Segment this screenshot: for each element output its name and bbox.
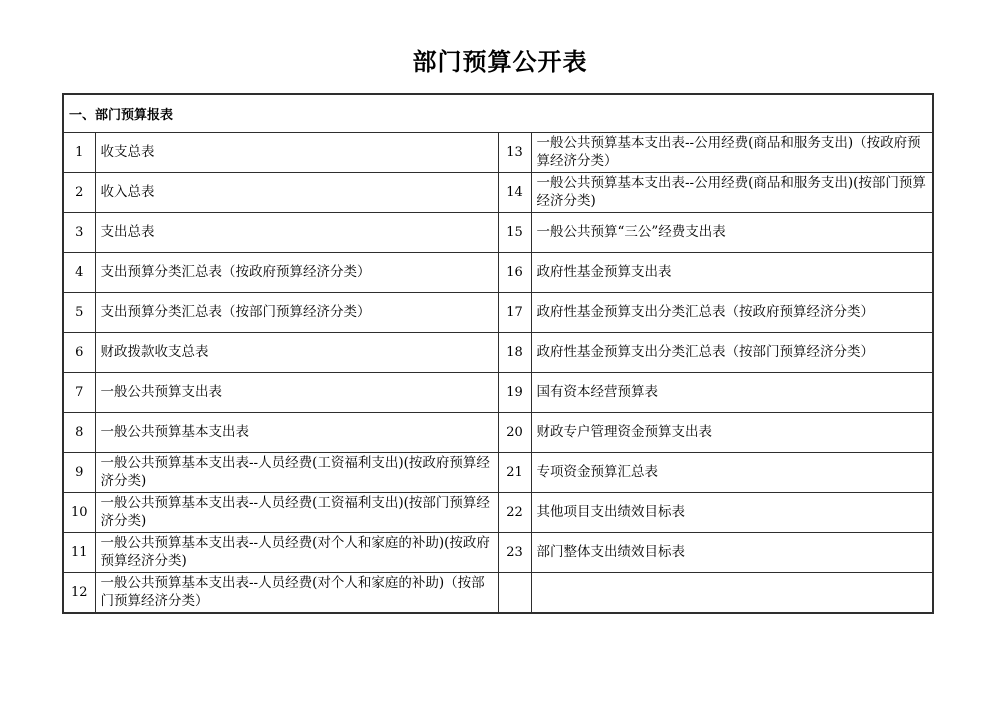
row-number-cell: 11 bbox=[63, 533, 95, 573]
report-name-cell: 支出预算分类汇总表（按政府预算经济分类） bbox=[95, 253, 498, 293]
table-row bbox=[63, 133, 933, 173]
row-number-cell: 18 bbox=[498, 333, 531, 373]
row-number-cell: 21 bbox=[498, 453, 531, 493]
report-name-cell: 一般公共预算支出表 bbox=[95, 373, 498, 413]
row-number-cell: 1 bbox=[63, 133, 95, 173]
row-number-cell bbox=[498, 573, 531, 614]
table-row bbox=[63, 453, 933, 493]
report-name-cell: 财政拨款收支总表 bbox=[95, 333, 498, 373]
report-name-cell: 专项资金预算汇总表 bbox=[531, 453, 933, 493]
row-number-cell: 7 bbox=[63, 373, 95, 413]
table-row bbox=[63, 413, 933, 453]
report-name-cell: 一般公共预算基本支出表--人员经费(对个人和家庭的补助)(按政府预算经济分类) bbox=[95, 533, 498, 573]
report-name-cell: 其他项目支出绩效目标表 bbox=[531, 493, 933, 533]
report-name-cell: 一般公共预算基本支出表--人员经费(工资福利支出)(按部门预算经济分类) bbox=[95, 493, 498, 533]
report-name-cell: 政府性基金预算支出表 bbox=[531, 253, 933, 293]
row-number-cell: 10 bbox=[63, 493, 95, 533]
report-name-cell bbox=[531, 573, 933, 614]
row-number-cell: 5 bbox=[63, 293, 95, 333]
table-row bbox=[63, 533, 933, 573]
table-row bbox=[63, 253, 933, 293]
row-number-cell: 22 bbox=[498, 493, 531, 533]
report-name-cell: 支出预算分类汇总表（按部门预算经济分类） bbox=[95, 293, 498, 333]
report-name-cell: 政府性基金预算支出分类汇总表（按政府预算经济分类） bbox=[531, 293, 933, 333]
report-name-cell: 一般公共预算基本支出表 bbox=[95, 413, 498, 453]
report-name-cell: 一般公共预算基本支出表--公用经费(商品和服务支出)(按部门预算经济分类) bbox=[531, 173, 933, 213]
row-number-cell: 19 bbox=[498, 373, 531, 413]
report-name-cell: 收入总表 bbox=[95, 173, 498, 213]
budget-report-table bbox=[62, 93, 934, 614]
report-name-cell: 一般公共预算基本支出表--公用经费(商品和服务支出)（按政府预算经济分类） bbox=[531, 133, 933, 173]
row-number-cell: 15 bbox=[498, 213, 531, 253]
report-name-cell: 一般公共预算“三公”经费支出表 bbox=[531, 213, 933, 253]
table-row bbox=[63, 333, 933, 373]
report-name-cell: 收支总表 bbox=[95, 133, 498, 173]
table-row bbox=[63, 373, 933, 413]
row-number-cell: 4 bbox=[63, 253, 95, 293]
report-name-cell: 一般公共预算基本支出表--人员经费(对个人和家庭的补助)（按部门预算经济分类） bbox=[95, 573, 498, 614]
row-number-cell: 20 bbox=[498, 413, 531, 453]
row-number-cell: 14 bbox=[498, 173, 531, 213]
report-name-cell: 一般公共预算基本支出表--人员经费(工资福利支出)(按政府预算经济分类) bbox=[95, 453, 498, 493]
report-name-cell: 部门整体支出绩效目标表 bbox=[531, 533, 933, 573]
row-number-cell: 13 bbox=[498, 133, 531, 173]
table-row bbox=[63, 573, 933, 614]
row-number-cell: 3 bbox=[63, 213, 95, 253]
row-number-cell: 17 bbox=[498, 293, 531, 333]
report-name-cell: 政府性基金预算支出分类汇总表（按部门预算经济分类） bbox=[531, 333, 933, 373]
row-number-cell: 8 bbox=[63, 413, 95, 453]
table-row bbox=[63, 493, 933, 533]
row-number-cell: 9 bbox=[63, 453, 95, 493]
row-number-cell: 23 bbox=[498, 533, 531, 573]
row-number-cell: 2 bbox=[63, 173, 95, 213]
section-header: 一、部门预算报表 bbox=[63, 94, 933, 133]
report-name-cell: 财政专户管理资金预算支出表 bbox=[531, 413, 933, 453]
row-number-cell: 12 bbox=[63, 573, 95, 614]
table-row bbox=[63, 213, 933, 253]
table-row bbox=[63, 293, 933, 333]
page-title: 部门预算公开表 bbox=[412, 47, 588, 76]
report-name-cell: 支出总表 bbox=[95, 213, 498, 253]
report-name-cell: 国有资本经营预算表 bbox=[531, 373, 933, 413]
row-number-cell: 6 bbox=[63, 333, 95, 373]
row-number-cell: 16 bbox=[498, 253, 531, 293]
table-row bbox=[63, 173, 933, 213]
section-header-row bbox=[63, 94, 933, 133]
